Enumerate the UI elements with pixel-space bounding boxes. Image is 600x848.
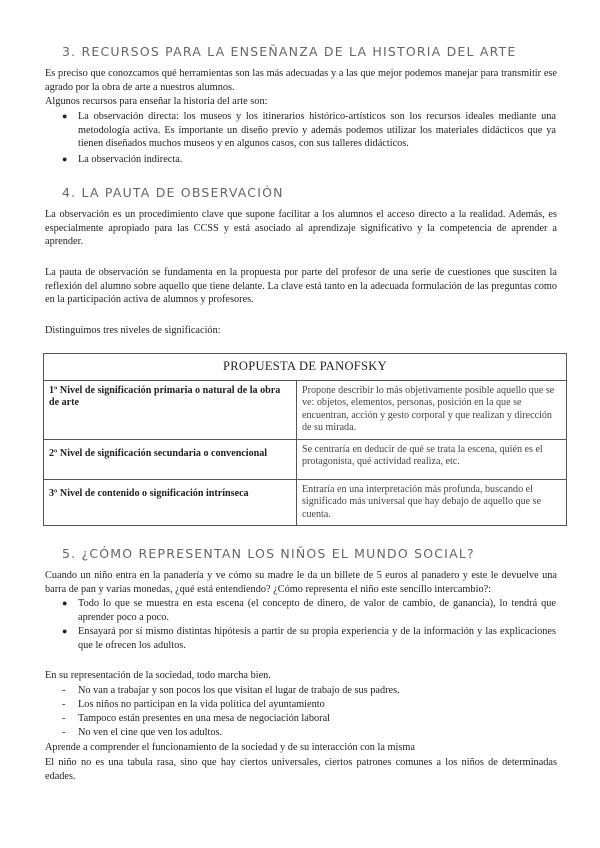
- description-cell: Entraría en una interpretación más profunda, buscando el significado más universal que hay debajo de aquello que se cuenta.: [297, 479, 567, 526]
- dash-marker: -: [62, 727, 66, 738]
- dash-marker: -: [62, 685, 66, 696]
- section-5-dash-item-1: [62, 684, 400, 698]
- section-3-bullet-2: [62, 153, 556, 167]
- section-5-dash-item-4: [62, 726, 223, 740]
- dash-text: No van a trabajar y son pocos los que visitan el lugar de trabajo de sus padres.: [78, 685, 400, 696]
- dash-text: No ven el cine que ven los adultos.: [78, 727, 223, 738]
- section-5-bullet-2: [62, 625, 556, 652]
- dash-marker: -: [62, 699, 66, 710]
- section-5-paragraph-4: El niño no es una tabula rasa, sino que hay ciertos universales, ciertos patrones comunes a los niños de determinadas edades.: [45, 757, 557, 782]
- table-row: [44, 479, 567, 526]
- table-row: [44, 439, 567, 479]
- section-3-heading: 3. RECURSOS PARA LA ENSEÑANZA DE LA HISTORIA DEL ARTE: [62, 44, 517, 59]
- bullet-icon: ●: [62, 626, 68, 636]
- bullet-text: La observación directa: los museos y los itinerarios histórico-artísticos son los recursos ideales mediante una metodología activa. Es importante un diseño previo y además podemos utilizar los materiales didácticos que ya tienen diseñados muchos museos y en algunos casos, con sus talleres didácticos.: [78, 111, 556, 149]
- dash-marker: -: [62, 713, 66, 724]
- table-row: [44, 380, 567, 439]
- bullet-icon: ●: [62, 154, 68, 164]
- section-5-bullet-1: [62, 597, 556, 624]
- section-4-paragraph-3: Distinguimos tres niveles de significación:: [45, 325, 221, 336]
- level-cell: 1º Nivel de significación primaria o natural de la obra de arte: [44, 380, 297, 439]
- section-3-bullet-1: [62, 110, 556, 151]
- section-5-paragraph-3: Aprende a comprender el funcionamiento de la sociedad y de su interacción con la misma: [45, 742, 415, 753]
- table-title: PROPUESTA DE PANOFSKY: [44, 354, 567, 381]
- bullet-text: Todo lo que se muestra en esta escena (el concepto de dinero, de valor de cambio, de ganancia), lo tendrá que aprender poco a poco.: [78, 598, 556, 623]
- section-5-heading: 5. ¿CÓMO REPRESENTAN LOS NIÑOS EL MUNDO SOCIAL?: [62, 546, 475, 561]
- dash-text: Los niños no participan en la vida política del ayuntamiento: [78, 699, 325, 710]
- section-3-paragraph-1: Es preciso que conozcamos qué herramientas son las más adecuadas y a las que mejor podemos manejar para transmitir ese agrado por la obra de arte a nuestros alumnos.: [45, 68, 557, 93]
- section-5-paragraph-1: Cuando un niño entra en la panadería y ve cómo su madre le da un billete de 5 euros al panadero y este le devuelve una barra de pan y varias monedas, ¿qué está entendiendo? ¿Cómo representa el niño este sencillo intercambio?:: [45, 570, 557, 595]
- section-4-paragraph-2: La pauta de observación se fundamenta en la propuesta por parte del profesor de una serie de cuestiones que susciten la reflexión del alumno sobre aquello que tiene delante. La clave está tanto en la adecuada formulación de las preguntas como en la participación activa de alumnos y profesores.: [45, 267, 557, 305]
- section-5-dash-item-3: [62, 712, 331, 726]
- description-cell: Se centraría en deducir de qué se trata la escena, quién es el protagonista, qué actividad realiza, etc.: [297, 439, 567, 479]
- bullet-text: Ensayará por sí mismo distintas hipótesis a partir de su propia experiencia y de la información y las explicaciones que le ofrecen los adultos.: [78, 626, 556, 651]
- section-5-dash-item-2: [62, 698, 325, 712]
- section-5-paragraph-2: En su representación de la sociedad, todo marcha bien.: [45, 670, 271, 681]
- level-cell: 2º Nivel de significación secundaria o convencional: [44, 439, 297, 479]
- bullet-icon: ●: [62, 598, 68, 608]
- panofsky-table: [43, 353, 567, 526]
- level-cell: 3º Nivel de contenido o significación intrínseca: [44, 479, 297, 526]
- description-cell: Propone describir lo más objetivamente posible aquello que se ve: objetos, elementos, personas, posición en la que se encuentran, acción y gesto corporal y que realizan y dirección de su mirada.: [297, 380, 567, 439]
- bullet-text: La observación indirecta.: [78, 154, 183, 165]
- section-4-heading: 4. LA PAUTA DE OBSERVACIÓN: [62, 185, 284, 200]
- bullet-icon: ●: [62, 111, 68, 121]
- section-4-paragraph-1: La observación es un procedimiento clave que supone facilitar a los alumnos el acceso directo a la realidad. Además, es especialmente apropiado para las CCSS y está asociado al aprendizaje significativo y la competencia de aprender a aprender.: [45, 209, 557, 247]
- section-3-paragraph-2: Algunos recursos para enseñar la historia del arte son:: [45, 96, 268, 107]
- dash-text: Tampoco están presentes en una mesa de negociación laboral: [78, 713, 331, 724]
